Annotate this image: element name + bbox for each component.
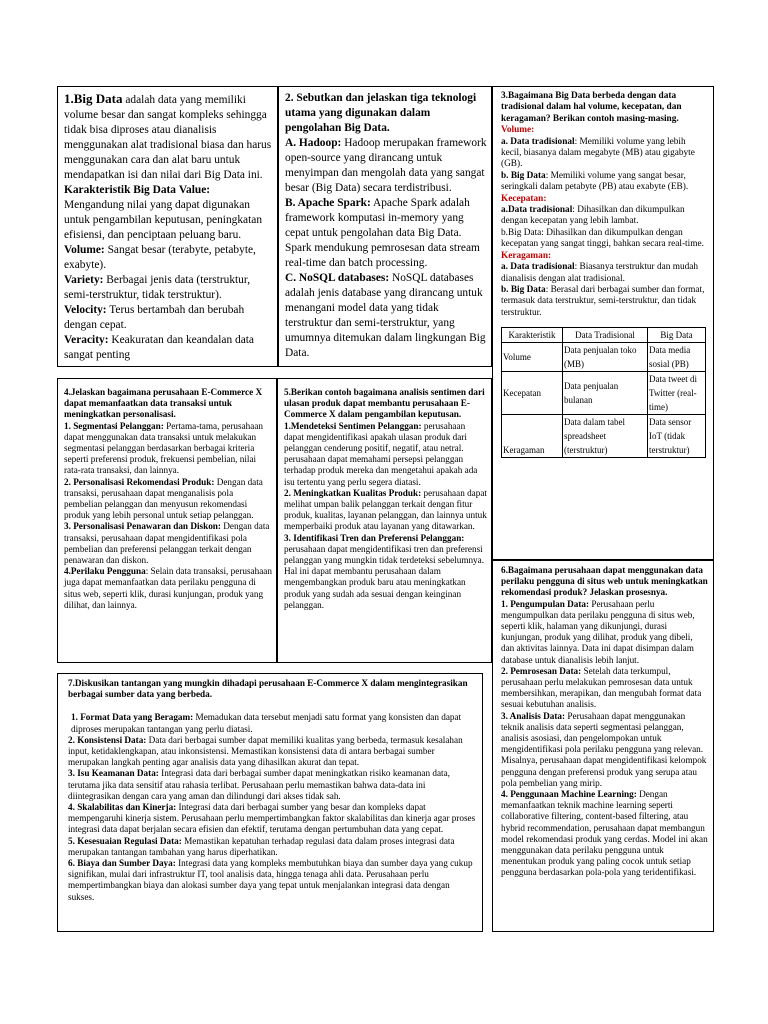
answer-box-5 xyxy=(277,378,492,663)
q1-item xyxy=(64,303,273,333)
q1-item-label: Veracity: xyxy=(64,334,109,346)
q7-item-label: 3. Isu Keamanan Data: xyxy=(68,768,159,779)
table-cell: Data penjualan toko (MB) xyxy=(563,343,648,372)
q4-item-text: : Selain data transaksi, perusahaan juga dapat memanfaatkan data perilaku pengguna di situs web, seperti klik, durasi kunjungan, produk yang dilihat, dan lainnya. xyxy=(64,566,272,610)
q2-item-label: C. NoSQL databases: xyxy=(285,272,390,284)
q2-item-text: Hadoop merupakan framework open-source yang dirancang untuk menyimpan dan mengolah data yang sangat besar (Big Data) secara terdistribusi. xyxy=(285,137,487,194)
q1-item-text: Berbagai jenis data (terstruktur, semi-terstruktur, tidak terstruktur). xyxy=(64,274,251,301)
q3-item xyxy=(501,137,708,171)
q2-item xyxy=(285,136,487,196)
q1-item-label: Variety: xyxy=(64,274,104,286)
table-cell: Data sensor IoT (tidak terstruktur) xyxy=(648,415,706,458)
q7-item xyxy=(68,836,476,858)
q1-item xyxy=(64,243,273,273)
comparison-table xyxy=(501,327,706,458)
q5-item-label: 3. Identifikasi Tren dan Preferensi Pelanggan: xyxy=(284,532,465,543)
q4-item xyxy=(64,421,272,477)
q7-item-text: Integrasi data dari berbagai sumber yang besar dan kompleks dapat mempengaruhi kinerja sistem. Perusahaan perlu mempertimbangkan faktor skalabilitas dan kinerja agar proses integrasi data dapat berjalan secara efisien dan efektif, terutama dengan pertumbuhan data yang cepat. xyxy=(68,802,476,835)
q6-question: 6.Bagaimana perusahaan dapat menggunakan data perilaku pengguna di situs web untuk meningkatkan rekomendasi produk? Jelaskan prosesnya. xyxy=(501,565,708,598)
q3-item-text: : Dihasilkan dan dikumpulkan dengan kecepatan yang sangat tinggi, bahkan secara real-time. xyxy=(501,227,704,250)
q7-item-text: Integrasi data yang kompleks membutuhkan biaya dan sumber daya yang cukup signifikan, mulai dari infrastruktur IT, tool analisis data, hingga tenaga ahli data. Perusahaan perlu mempertimbangkan biaya dan alokasi sumber daya yang tepat untuk menjalankan integrasi data dengan sukses. xyxy=(68,858,473,902)
q1-item-text: Terus bertambah dan berubah dengan cepat. xyxy=(64,304,245,331)
q1-item xyxy=(64,273,273,303)
q6-item-label: 4. Penggunaan Machine Learning: xyxy=(501,789,637,800)
q3-item-text: : Memiliki volume yang lebih kecil, biasanya dalam megabyte (MB) atau gigabyte (GB). xyxy=(501,136,695,170)
table-header-row xyxy=(502,328,706,343)
q3-section-heading: Kecepatan: xyxy=(501,193,547,204)
q7-item-label: 6. Biaya dan Sumber Daya: xyxy=(68,858,176,869)
table-row xyxy=(502,415,706,458)
answer-box-1 xyxy=(57,86,278,367)
table-header-cell: Karakteristik xyxy=(502,328,563,343)
q3-section-heading: Volume: xyxy=(501,125,535,136)
q3-item xyxy=(501,171,708,194)
q3-item xyxy=(501,228,708,251)
q3-item-text: : Biasanya terstruktur dan mudah dianalisis dengan alat tradisional. xyxy=(501,262,699,284)
q2-item xyxy=(285,196,487,271)
table-cell: Data dalam tabel spreadsheet (terstruktur) xyxy=(563,415,648,458)
answer-box-3 xyxy=(492,86,714,560)
q7-item-label: 4. Skalabilitas dan Kinerja: xyxy=(68,802,177,813)
q5-item-text: perusahaan dapat mengidentifikasi tren dan preferensi pelanggan yang mungkin tidak terdeteksi sebelumnya. Hal ini dapat membantu perusahaan dalam mengembangkan produk baru atau meningkatkan produk yang sudah ada sesuai dengan keinginan pelanggan. xyxy=(284,543,485,610)
q6-item xyxy=(501,789,708,879)
q7-item-text: Integrasi data dari berbagai sumber dapat meningkatkan risiko keamanan data, terutama jika data sensitif atau rahasia terlibat. Perusahaan perlu memastikan bahwa data-data ini diintegrasikan dengan cara yang aman dan dilindungi dari akses tidak sah. xyxy=(68,768,450,801)
q1-term: Big Data xyxy=(73,91,123,106)
table-cell: Volume xyxy=(502,343,563,372)
q3-question: 3.Bagaimana Big Data berbeda dengan data tradisional dalam hal volume, kecepatan, dan keragaman? Berikan contoh masing-masing. xyxy=(501,91,682,124)
q6-item xyxy=(501,599,708,666)
table-cell: Data media sosial (PB) xyxy=(648,343,706,372)
q7-item xyxy=(68,768,476,802)
q4-item-label: 1. Segmentasi Pelanggan: xyxy=(64,420,164,431)
q4-item xyxy=(64,477,272,522)
q4-item-label: 4.Perilaku Pengguna xyxy=(64,566,146,577)
q1-item-label: Velocity: xyxy=(64,304,107,316)
q1-intro: adalah data yang memiliki volume besar dan sangat kompleks sehingga tidak bisa diproses atau dianalisis menggunakan alat tradisional biasa dan harus menggunakan cara dan alat baru untuk mendapatkan isi dan nilai dari Big Data ini. xyxy=(64,94,272,181)
q7-item xyxy=(68,712,476,734)
q7-question: 7.Diskusikan tantangan yang mungkin dihadapi perusahaan E-Commerce X dalam mengintegrasikan berbagai sumber data yang berbeda. xyxy=(68,678,468,700)
q6-item-label: 3. Analisis Data: xyxy=(501,710,566,721)
q5-item-label: 2. Meningkatkan Kualitas Produk: xyxy=(284,487,422,498)
q6-item-text: Dengan memanfaatkan teknik machine learning seperti collaborative filtering, content-based filtering, atau hybrid recommendation, perusahaan dapat membangun model rekomendasi produk yang cerdas. Model ini akan menggunakan data perilaku pengguna untuk menentukan produk yang paling cocok untuk setiap pengguna berdasarkan pola-pola yang teridentifikasi. xyxy=(501,789,708,878)
q3-item-label: a.Data tradisional xyxy=(501,205,573,216)
q1-item-text: Sangat besar (terabyte, petabyte, exabyte). xyxy=(64,244,256,271)
q7-item-text: Memastikan kepatuhan terhadap regulasi data dalam proses integrasi data merupakan tantangan tambahan yang harus diperhatikan. xyxy=(68,835,455,857)
q3-item xyxy=(501,262,708,285)
table-cell: Data penjualan bulanan xyxy=(563,372,648,415)
q7-item xyxy=(68,802,476,836)
q1-char-heading: Karakteristik Big Data xyxy=(64,184,176,196)
q1-paragraph xyxy=(64,91,273,243)
q7-item-label: 2. Konsistensi Data: xyxy=(68,734,147,745)
q6-item-label: 2. Pemrosesan Data: xyxy=(501,665,582,676)
q4-question: 4.Jelaskan bagaimana perusahaan E-Commerce X dapat memanfaatkan data transaksi untuk meningkatkan personalisasi. xyxy=(64,387,263,420)
q4-item-label: 2. Personalisasi Rekomendasi Produk: xyxy=(64,476,215,487)
table-header-cell: Data Tradisional xyxy=(563,328,648,343)
q7-item-text: Data dari berbagai sumber dapat memiliki kualitas yang berbeda, termasuk kesalahan input, ketidaklengkapan, atau inkonsistensi. Memastikan konsistensi data di antara berbagai sumber merupakan langkah penting agar analisis data yang dihasilkan akurat dan tepat. xyxy=(68,734,463,768)
q1-item-label: Volume: xyxy=(64,244,105,256)
q7-item xyxy=(68,858,476,903)
q3-item-label: a. Data tradisional xyxy=(501,136,575,147)
q5-item-text: perusahaan dapat melihat umpan balik pelanggan terkait dengan fitur produk, kualitas, layanan pelanggan, dan lainnya untuk memperbaiki produk atau layanan yang ditawarkan. xyxy=(284,487,487,532)
q5-question: 5.Berikan contoh bagaimana analisis sentimen dari ulasan produk dapat membantu perusahaan E-Commerce X dalam pengambilan keputusan. xyxy=(284,387,485,420)
q3-item-label: b. Big Data xyxy=(501,284,546,295)
q4-item-label: 3. Personalisasi Penawaran dan Diskon: xyxy=(64,521,221,532)
q2-item-text: NoSQL databases adalah jenis database yang dirancang untuk menangani model data yang tidak terstruktur dan semi-terstruktur, yang umumnya ditemukan dalam lingkungan Big Data. xyxy=(285,272,486,359)
table-header-cell: Big Data xyxy=(648,328,706,343)
table-row xyxy=(502,343,706,372)
q1-item xyxy=(64,333,273,363)
q3-item-text: : Memiliki volume yang sangat besar, seringkali dalam petabyte (PB) atau exabyte (EB). xyxy=(501,170,689,193)
q6-item-text: Perusahaan dapat menggunakan teknik analisis data seperti segmentasi pelanggan, analisis asosiasi, dan pengelompokan untuk mengidentifikasi pola perilaku pengguna yang relevan. Misalnya, perusahaan dapat mengidentifikasi kelompok pengguna dengan preferensi produk yang serupa atau pola pembelian yang mirip. xyxy=(501,710,707,788)
q1-item-label: Value: xyxy=(178,184,211,196)
q5-item xyxy=(284,488,487,533)
q2-item-label: A. Hadoop: xyxy=(285,137,342,149)
q6-item-label: 1. Pengumpulan Data: xyxy=(501,598,590,609)
q6-item-text: Setelah data terkumpul, perusahaan perlu melakukan pemrosesan data untuk membersihkan, merapikan, dan mengubah format data sesuai kebutuhan analisis. xyxy=(501,665,702,710)
q3-item-text: : Berasal dari berbagai sumber dan format, termasuk data terstruktur, semi-terstruktur, dan tidak terstruktur. xyxy=(501,284,705,318)
q4-item-text: Dengan data transaksi, perusahaan dapat menganalisis pola pembelian pelanggan dan menyusun rekomendasi produk yang lebih personal untuk setiap pelanggan. xyxy=(64,476,263,521)
table-row xyxy=(502,372,706,415)
q3-item-text: : Dihasilkan dan dikumpulkan dengan kecepatan yang lebih lambat. xyxy=(501,205,685,227)
q4-item-text: Dengan data transaksi, perusahaan dapat mengidentifikasi pola pembelian dan preferensi pelanggan terkait dengan penawaran dan diskon. xyxy=(64,521,270,566)
q4-item xyxy=(64,521,272,566)
q2-item xyxy=(285,271,487,361)
q3-item xyxy=(501,205,708,228)
q5-item-label: 1.Mendeteksi Sentimen Pelanggan: xyxy=(284,420,422,431)
q1-num: 1. xyxy=(64,91,74,106)
q4-item xyxy=(64,566,272,611)
q7-item xyxy=(68,735,476,769)
q4-item-text: Pertama-tama, perusahaan dapat menggunakan data transaksi untuk melakukan segmentasi pelanggan berdasarkan berbagai kriteria seperti preferensi produk, frekuensi pembelian, nilai rata-rata transaksi, dan lainnya. xyxy=(64,420,264,476)
q2-question: 2. Sebutkan dan jelaskan tiga teknologi utama yang digunakan dalam pengolahan Big Data. xyxy=(285,92,477,134)
answer-box-6 xyxy=(492,560,714,932)
answer-box-2 xyxy=(278,86,492,367)
q2-item-label: B. Apache Spark: xyxy=(285,197,371,209)
q6-item xyxy=(501,666,708,711)
q7-item-label: 1. Format Data yang Beragam: xyxy=(71,712,194,723)
q1-item-text: Mengandung nilai yang dapat digunakan untuk pengambilan keputusan, peningkatan efisiensi, dan penciptaan peluang baru. xyxy=(64,199,263,241)
q5-item-text: perusahaan dapat mengidentifikasi apakah ulasan produk dari pelanggan cenderung positif, negatif, atau netral. perusahaan dapat memahami persepsi pelanggan terhadap produk mereka dan mengetahui apakah ada isu tertentu yang perlu segera diatasi. xyxy=(284,420,478,487)
q6-item-text: Perusahaan perlu mengumpulkan data perilaku pengguna di situs web, seperti klik, halaman yang dikunjungi, durasi kunjungan, produk yang dilihat, produk yang dibeli, dan aktivitas lainnya. Data ini dapat disimpan dalam database untuk dianalisis lebih lanjut. xyxy=(501,598,695,665)
table-cell: Kecepatan xyxy=(502,372,563,415)
q3-item-label: a. Data tradisional xyxy=(501,262,575,273)
table-cell: Data tweet di Twitter (real-time) xyxy=(648,372,706,415)
q1-item-text: Keakuratan dan keandalan data sangat penting xyxy=(64,334,254,361)
table-cell: Keragaman xyxy=(502,415,563,458)
answer-box-7 xyxy=(57,673,483,932)
q6-item xyxy=(501,711,708,789)
q7-item-label: 5. Kesesuaian Regulasi Data: xyxy=(68,835,182,846)
q3-item-label: b.Big Data xyxy=(501,227,542,238)
answer-box-4 xyxy=(57,378,277,663)
q3-section-heading: Keragaman: xyxy=(501,250,552,261)
q5-item xyxy=(284,421,487,488)
q3-item xyxy=(501,285,708,319)
q2-item-text: Apache Spark adalah framework komputasi in-memory yang cepat untuk pengolahan data Big Data. Spark mendukung pemrosesan data stream real-time dan batch processing. xyxy=(285,197,480,269)
q7-item-text: Memadukan data tersebut menjadi satu format yang konsisten dan dapat diproses merupakan tantangan yang perlu diatasi. xyxy=(71,712,462,734)
q5-item xyxy=(284,533,487,611)
q3-item-label: b. Big Data xyxy=(501,170,546,181)
